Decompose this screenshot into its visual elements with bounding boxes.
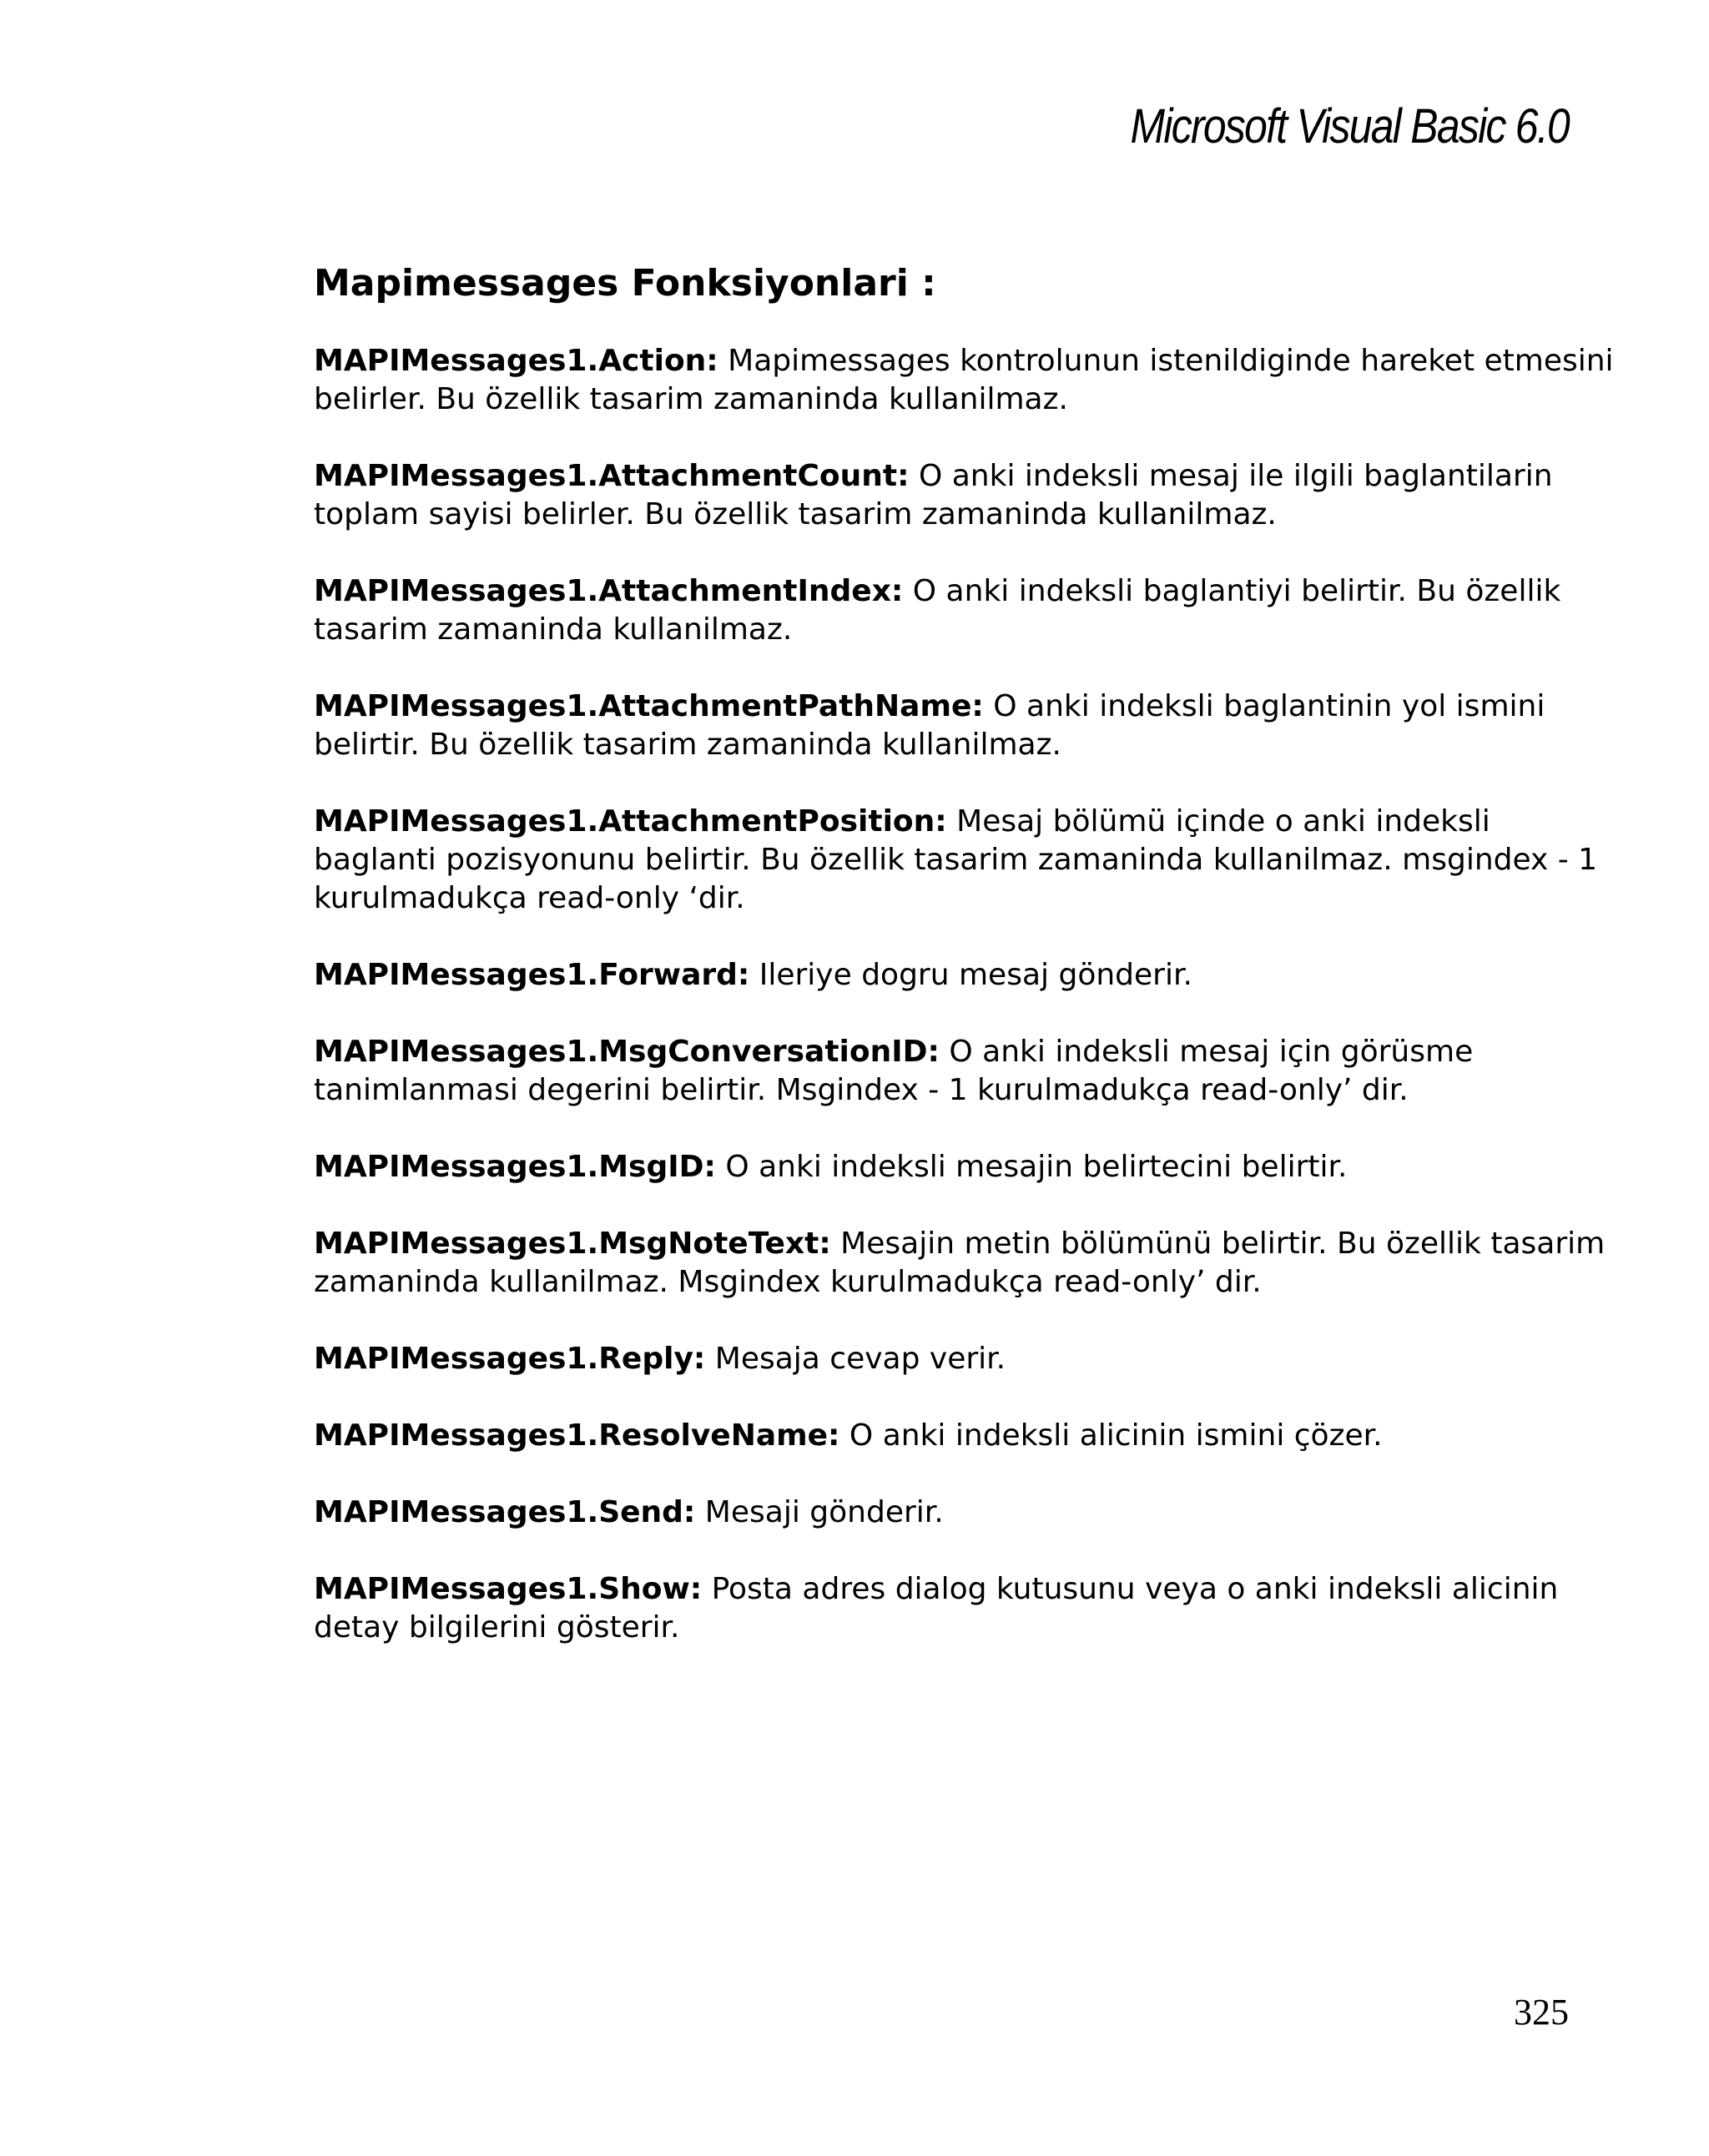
- entry-term: MAPIMessages1.Forward:: [314, 958, 750, 992]
- entry-term: MAPIMessages1.MsgNoteText:: [314, 1227, 831, 1261]
- entry-description: O anki indeksli baglantiyi belirtir. Bu özellik tasarim zamaninda kullanilmaz.: [314, 574, 1561, 647]
- entry-description: O anki indeksli mesaj ile ilgili baglantilarin toplam sayisi belirler. Bu özellik tasarim zamaninda kullanilmaz.: [314, 459, 1553, 531]
- entry-description: Posta adres dialog kutusunu veya o anki indeksli alicinin detay bilgilerini gösterir.: [314, 1572, 1559, 1645]
- entry-description: O anki indeksli mesajin belirtecini belirtir.: [725, 1150, 1348, 1184]
- entry-description: Mesaja cevap verir.: [714, 1342, 1006, 1376]
- entry-term: MAPIMessages1.Action:: [314, 344, 718, 378]
- entry-description: Mesajin metin bölümünü belirtir. Bu özellik tasarim zamaninda kullanilmaz. Msgindex kurulmadukça read-only’ dir.: [314, 1227, 1606, 1299]
- entry-term: MAPIMessages1.Reply:: [314, 1342, 706, 1376]
- definition-entry-forward: [314, 956, 1616, 995]
- page-number: 325: [1514, 1992, 1569, 2033]
- entry-description: O anki indeksli mesaj için görüsme tanimlanmasi degerini belirtir. Msgindex - 1 kurulmadukça read-only’ dir.: [314, 1035, 1474, 1107]
- entry-term: MAPIMessages1.Send:: [314, 1495, 696, 1529]
- entry-term: MAPIMessages1.ResolveName:: [314, 1418, 840, 1453]
- definition-entry-msg-note-text: [314, 1225, 1616, 1302]
- running-header: Microsoft Visual Basic 6.0: [1130, 99, 1569, 154]
- entry-term: MAPIMessages1.AttachmentPathName:: [314, 689, 984, 723]
- entry-term: MAPIMessages1.MsgID:: [314, 1150, 716, 1184]
- page-content: [314, 259, 1616, 1685]
- entry-term: MAPIMessages1.Show:: [314, 1572, 703, 1606]
- entry-description: Ileriye dogru mesaj gönderir.: [759, 958, 1192, 992]
- entry-description: Mesaji gönderir.: [704, 1495, 944, 1529]
- definition-entry-show: [314, 1570, 1616, 1647]
- definition-entry-resolve-name: [314, 1417, 1616, 1455]
- definition-entry-action: [314, 342, 1616, 419]
- definition-entry-msg-id: [314, 1148, 1616, 1186]
- definition-entry-attachment-index: [314, 572, 1616, 649]
- definition-entry-reply: [314, 1340, 1616, 1378]
- definition-entry-attachment-count: [314, 457, 1616, 534]
- entry-description: Mesaj bölümü içinde o anki indeksli baglanti pozisyonunu belirtir. Bu özellik tasarim zamaninda kullanilmaz. msgindex - 1 kurulmadukça read-only ‘dir.: [314, 804, 1598, 915]
- entry-description: O anki indeksli baglantinin yol ismini belirtir. Bu özellik tasarim zamaninda kullanilmaz.: [314, 689, 1545, 762]
- definition-entry-send: [314, 1494, 1616, 1532]
- definition-entry-attachment-position: [314, 803, 1616, 918]
- entry-term: MAPIMessages1.MsgConversationID:: [314, 1035, 940, 1069]
- definition-entry-attachment-path-name: [314, 688, 1616, 764]
- entry-description: Mapimessages kontrolunun istenildiginde hareket etmesini belirler. Bu özellik tasarim zamaninda kullanilmaz.: [314, 344, 1614, 416]
- entry-term: MAPIMessages1.AttachmentPosition:: [314, 804, 947, 839]
- entry-description: O anki indeksli alicinin ismini çözer.: [849, 1418, 1383, 1453]
- section-title: Mapimessages Fonksiyonlari :: [314, 262, 936, 305]
- entry-term: MAPIMessages1.AttachmentCount:: [314, 459, 910, 493]
- entry-term: MAPIMessages1.AttachmentIndex:: [314, 574, 904, 608]
- definition-entry-msg-conversation-id: [314, 1033, 1616, 1110]
